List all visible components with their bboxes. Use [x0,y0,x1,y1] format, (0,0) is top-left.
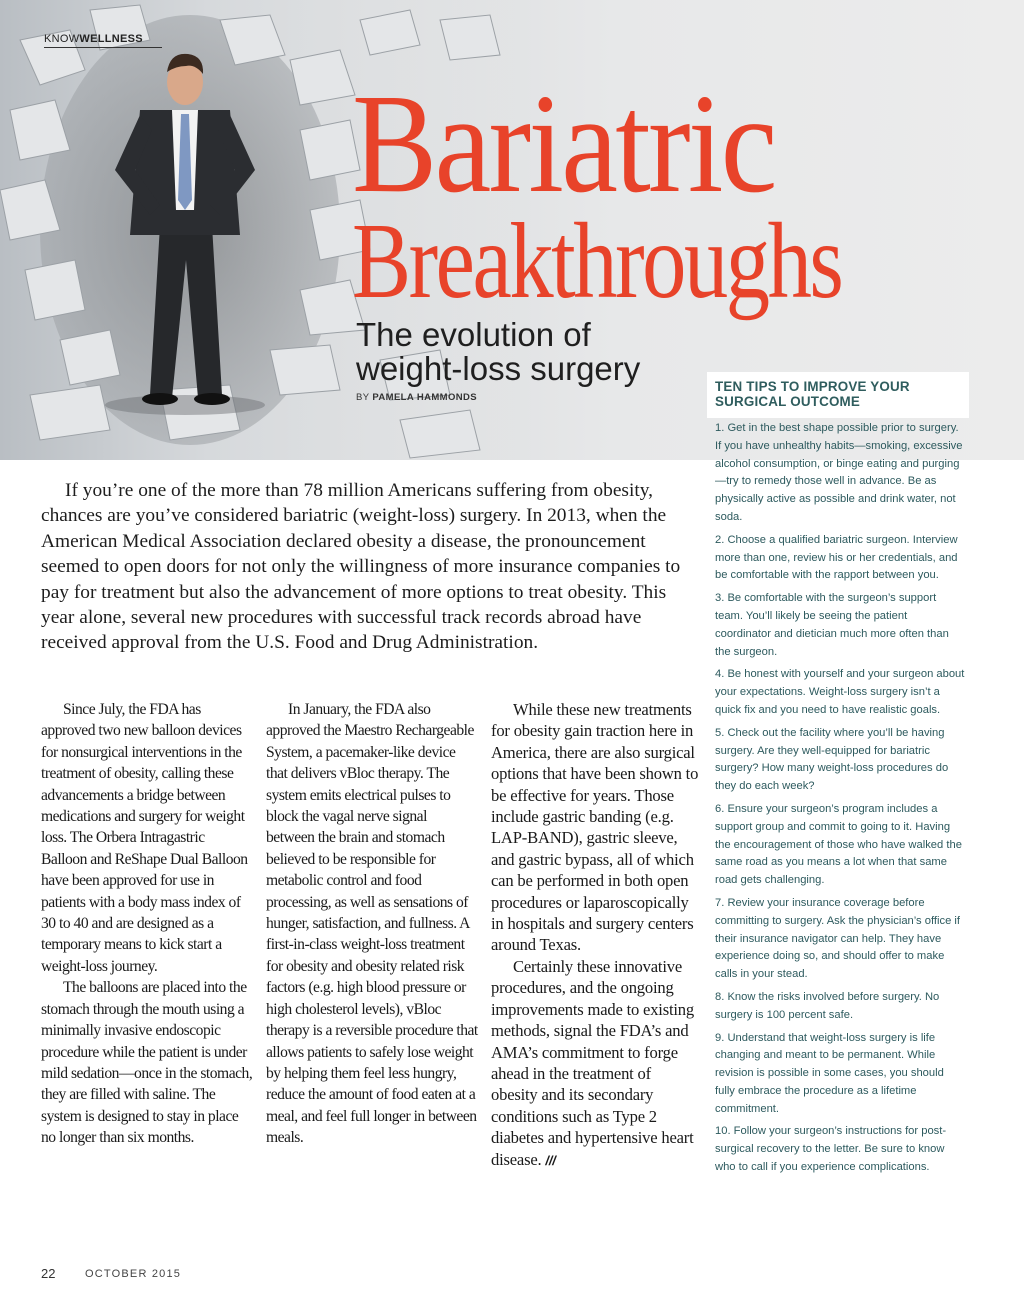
end-mark: /// [545,1152,556,1168]
issue-date: OCTOBER 2015 [85,1268,182,1280]
byline-prefix: BY [356,392,373,403]
tip-item: 5. Check out the facility where you’ll be having surgery. Are they well-equipped for bariatric surgery? How many weight-loss procedures do they do each week? [715,726,949,793]
tips-sidebar [707,372,969,1242]
tip-item: 2. Choose a qualified bariatric surgeon. Interview more than one, review his or her credentials, and be comfortable with the rapport between you. [715,533,958,582]
section-label-wellness: WELLNESS [79,33,143,45]
body-column-1 [41,699,253,1149]
article-title-line-2: Breakthroughs [352,202,842,321]
tip-item: 3. Be comfortable with the surgeon’s support team. You’ll likely be seeing the patient coordinator and dietician much more often than the surgeon. [715,592,949,658]
section-label-know: KNOW [44,33,80,45]
section-label-rule [44,47,162,48]
body-paragraph: In January, the FDA also approved the Maestro Rechargeable System, a pacemaker-like device that delivers vBloc therapy. The system emits electrical pulses to block the vagal nerve signal between the brain and stomach believed to be responsible for metabolic control and food processing, as well as sensations of hunger, satisfaction, and fullness. A first-in-class weight-loss treatment for obesity and obesity related risk factors (e.g. high blood pressure or high cholesterol levels), vBloc therapy is a reversible procedure that allows patients to safely lose weight by helping them feel less hungry, reduce the amount of food eaten at a meal, and feel full longer in between meals. [266,701,478,1147]
tip-item: 6. Ensure your surgeon’s program includes a support group and commit to going to it. Having the encouragement of those who have walked the same road as you means a lot when that same road gets challenging. [715,802,962,887]
article-intro [41,478,681,656]
body-column-2 [266,699,478,1149]
body-paragraph: While these new treatments for obesity gain traction here in America, there are also surgical options that have been shown to be effective for years. Those include gastric banding (e.g. LAP-BAND), gastric sleeve, and gastric bypass, all of which can be performed in both open procedures or laparoscopically in hospitals and surgery centers around Texas. [491,700,699,955]
tip-item: 7. Review your insurance coverage before committing to surgery. Ask the physician’s office if their insurance navigator can help. They have experience doing so, and should offer to make calls in your stead. [715,896,960,981]
tips-list [715,420,965,1182]
page-number: 22 [41,1266,56,1281]
tip-item: 8. Know the risks involved before surgery. No surgery is 100 percent safe. [715,990,940,1021]
section-label [44,33,143,45]
author-name: PAMELA HAMMONDS [372,392,478,403]
tip-item: 10. Follow your surgeon’s instructions for post-surgical recovery to the letter. Be sure to know who to call if you experience complications. [715,1125,947,1174]
intro-paragraph: If you’re one of the more than 78 million Americans suffering from obesity, chances are you’ve considered bariatric (weight-loss) surgery. In 2013, when the American Medical Association declared obesity a disease, the pronouncement seemed to open doors for not only the willingness of more insurance companies to pay for treatment but also the advancement of more options to treat obesity. This year alone, several new procedures with successful track records abroad have received approval from the U.S. Food and Drug Administration. [41,480,681,654]
tips-heading: TEN TIPS TO IMPROVE YOUR SURGICAL OUTCOME [715,379,910,409]
tip-item: 4. Be honest with yourself and your surgeon about your expectations. Weight-loss surgery isn’t a quick fix and you need to have realistic goals. [715,668,965,716]
body-paragraph-text: Certainly these innovative procedures, and the ongoing improvements made to existing methods, signal the FDA’s and AMA’s commitment to forge ahead in the treatment of obesity and its secondary conditions such as Type 2 diabetes and hypertensive heart disease. [491,956,694,1169]
body-paragraph-final [491,956,699,1171]
article-subtitle-line-1: The evolution of [356,316,591,353]
tip-item: 1. Get in the best shape possible prior to surgery. If you have unhealthy habits—smoking, excessive alcohol consumption, or binge eating and purging—try to remedy those well in advance. Be as physically active as possible and drink water, not soda. [715,422,963,523]
article-subtitle [356,318,640,386]
body-paragraph: Since July, the FDA has approved two new balloon devices for nonsurgical interventions in the treatment of obesity, calling these advancements a bridge between medications and surgery for weight loss. The Orbera Intragastric Balloon and ReShape Dual Balloon have been approved for use in patients with a body mass index of 30 to 40 and are designed as a temporary means to kick start a weight-loss journey. [41,701,248,975]
body-paragraph: The balloons are placed into the stomach through the mouth using a minimally invasive endoscopic procedure while the patient is under mild sedation—once in the stomach, they are filled with saline. The system is designed to stay in place no longer than six months. [41,979,253,1147]
body-column-3 [491,699,699,1171]
tip-item: 9. Understand that weight-loss surgery is life changing and meant to be permanent. While revision is possible in some cases, you should fully embrace the procedure as a lifetime commitment. [715,1031,944,1115]
article-byline [356,392,477,403]
article-title-line-1: Bariatric [352,64,775,222]
article-subtitle-line-2: weight-loss surgery [356,350,641,387]
